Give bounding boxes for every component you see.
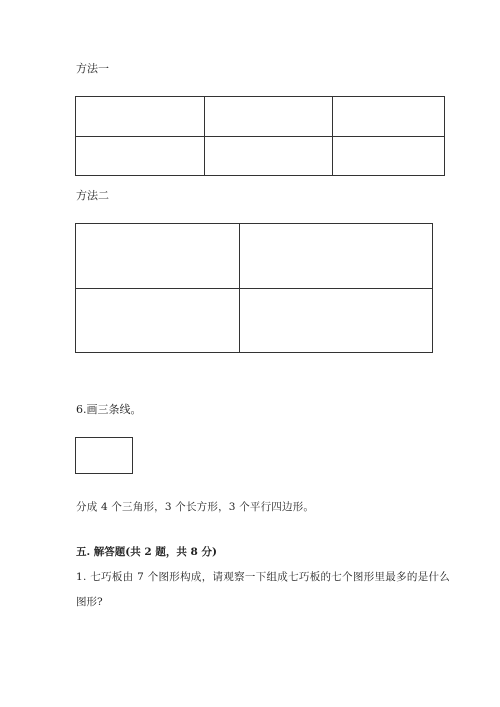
grid-divider — [76, 136, 444, 137]
method-one-label: 方法一 — [76, 62, 109, 75]
question-6-instruction: 分成 4 个三角形，3 个长方形，3 个平行四边形。 — [76, 501, 315, 513]
question-1-text-continued: 图形? — [76, 596, 103, 608]
section-heading: 五. 解答题(共 2 题，共 8 分) — [76, 546, 217, 558]
question-6-title: 6.画三条线。 — [76, 403, 142, 416]
method-one-grid — [75, 96, 445, 176]
drawing-rectangle — [75, 437, 133, 474]
method-two-grid — [75, 223, 433, 353]
method-two-label: 方法二 — [76, 189, 109, 202]
question-1-text: 1. 七巧板由 7 个图形构成，请观察一下组成七巧板的七个图形里最多的是什么 — [76, 571, 451, 583]
grid-divider — [76, 288, 432, 289]
